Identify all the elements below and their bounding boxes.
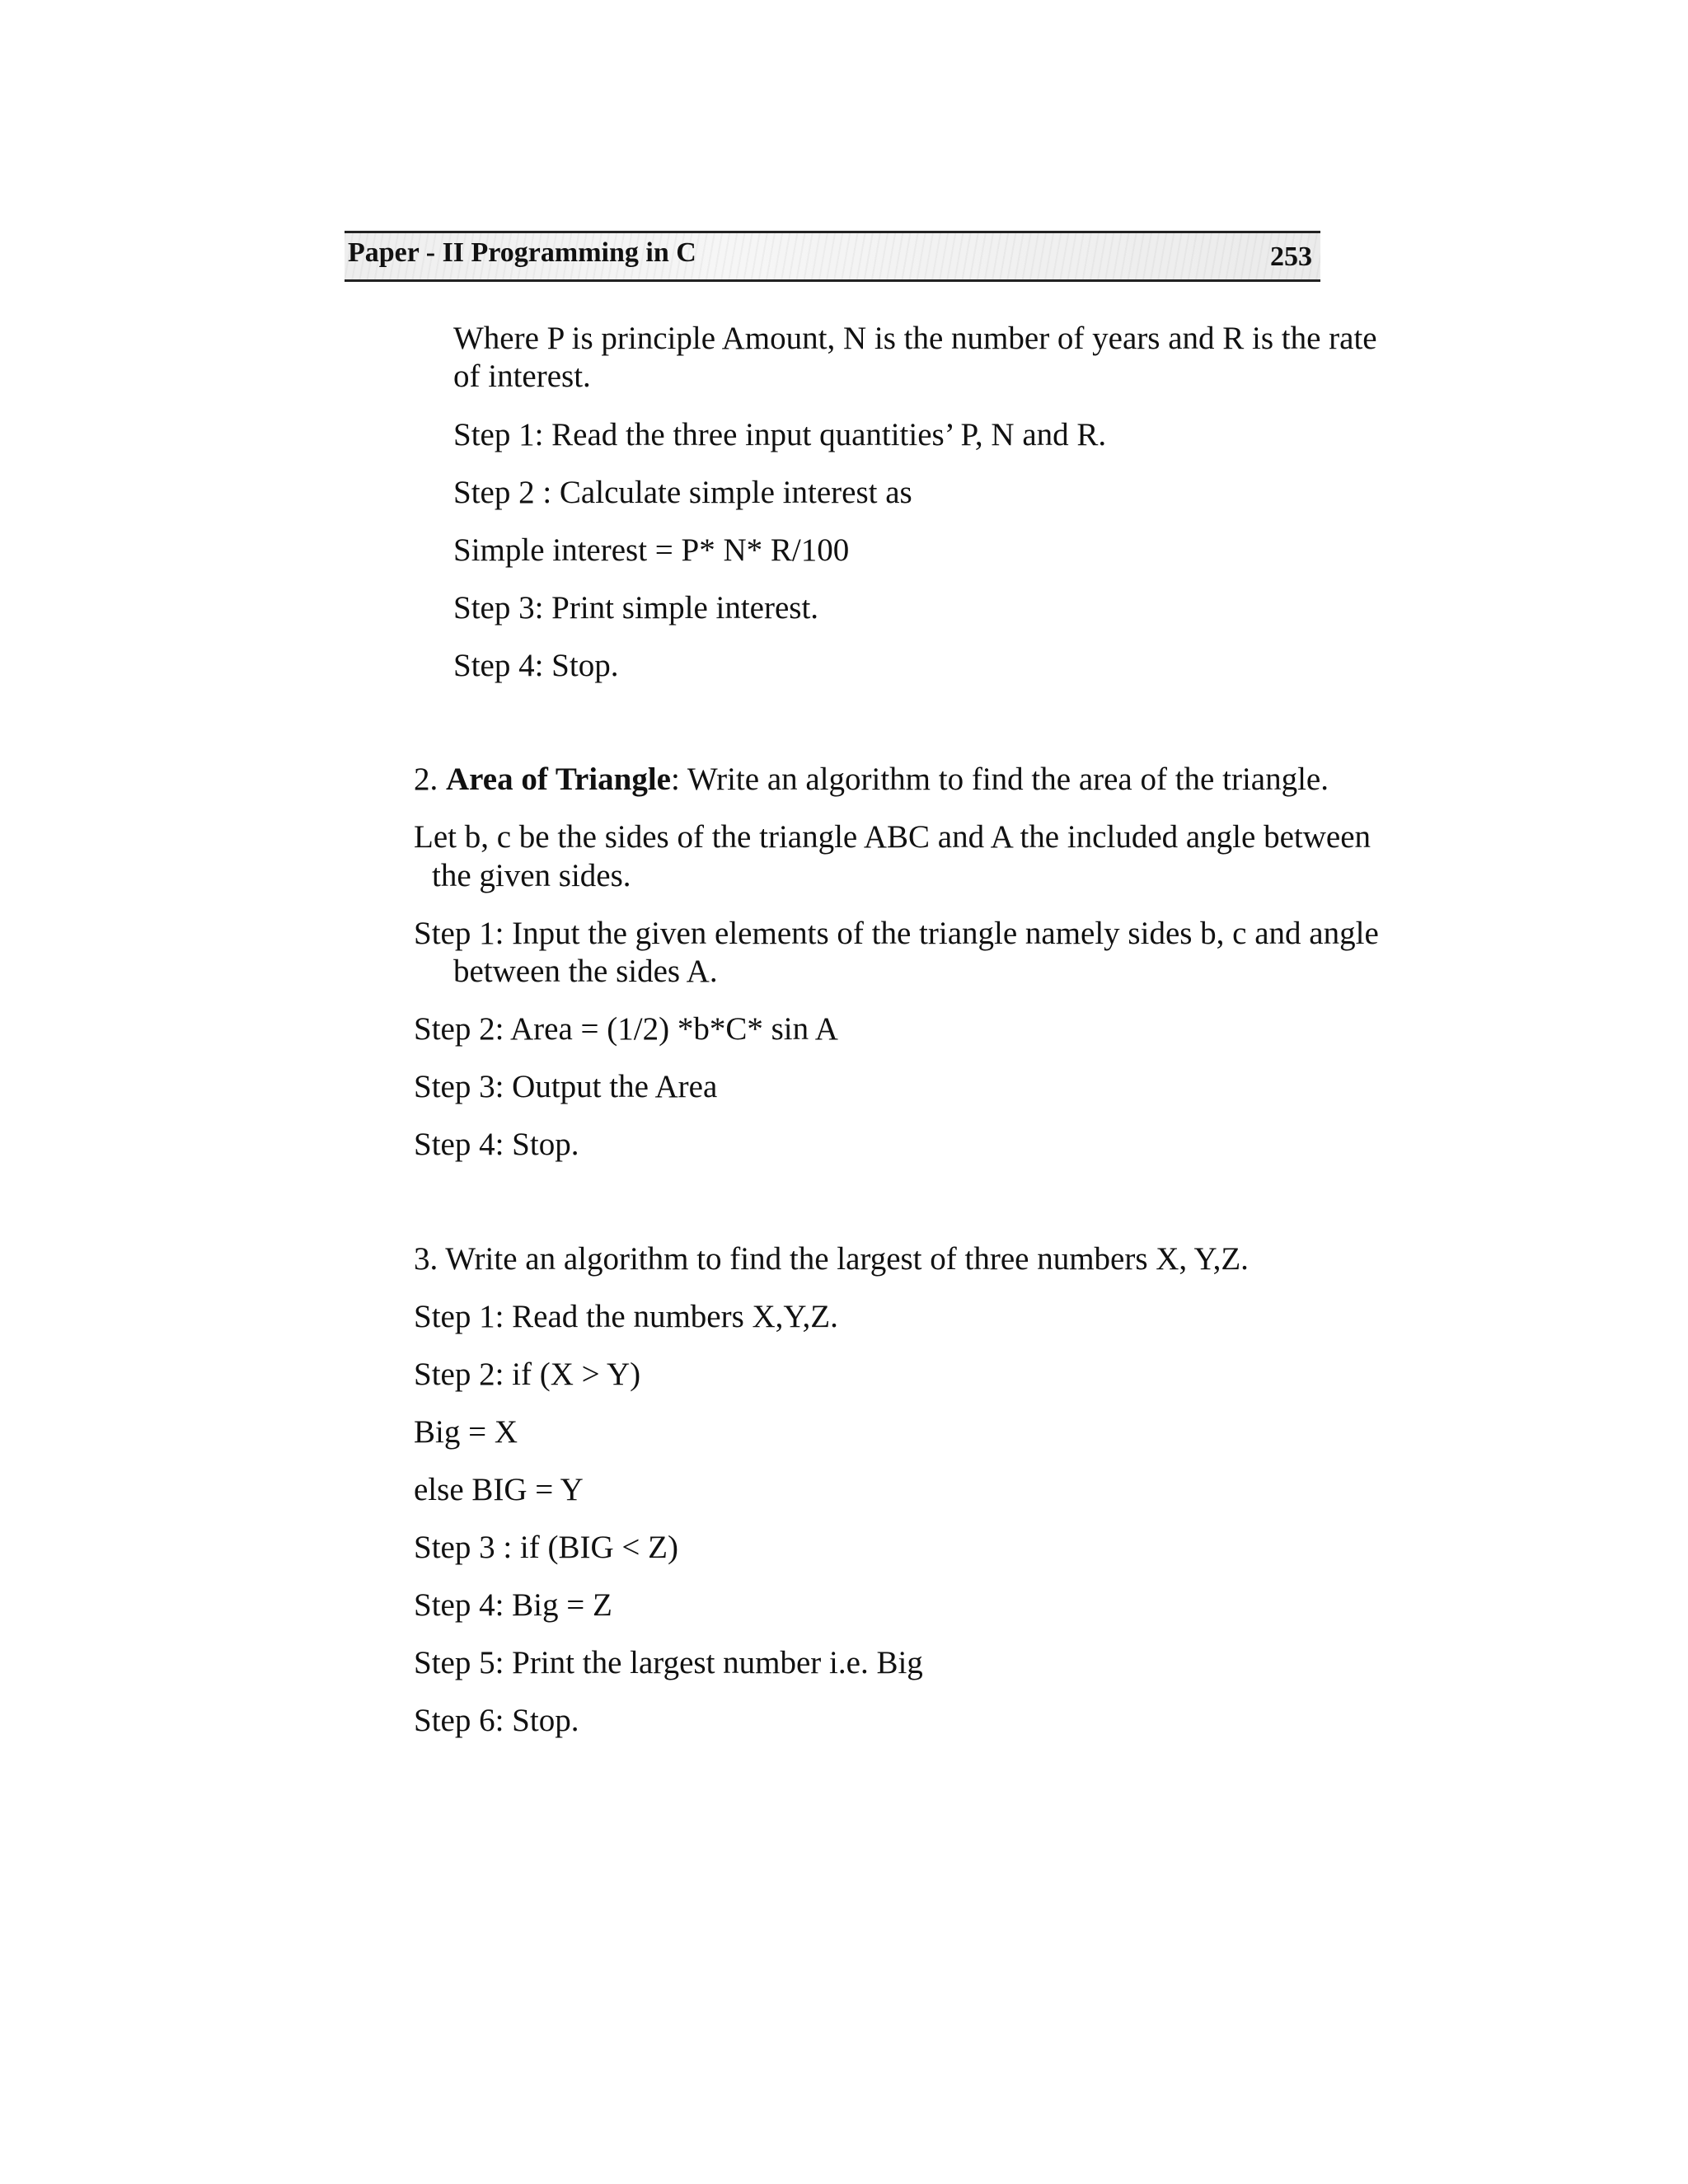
section3-else: else BIG = Y	[414, 1472, 584, 1507]
section3-step-1: Step 1: Read the numbers X,Y,Z.	[414, 1299, 838, 1334]
section2-line-1: Let b, c be the sides of the triangle ABC and A the included angle between	[414, 819, 1372, 855]
section1-line-1: Where P is principle Amount, N is the number of years and R is the rate	[453, 321, 1377, 356]
section3-step-3: Step 3 : if (BIG < Z)	[414, 1530, 678, 1565]
section2-step-2: Step 2: Area = (1/2) *b*C* sin A	[414, 1011, 838, 1047]
section2-heading-line	[414, 761, 1329, 799]
section3-big-x: Big = X	[414, 1414, 518, 1450]
section3-step-6: Step 6: Stop.	[414, 1703, 579, 1738]
section2-step-1: Step 1: Input the given elements of the triangle namely sides b, c and angle	[414, 916, 1379, 951]
section1-step-3: Step 3: Print simple interest.	[453, 590, 819, 626]
section2-step-3: Step 3: Output the Area	[414, 1069, 718, 1104]
section1-step-1: Step 1: Read the three input quantities’ P, N and R.	[453, 417, 1107, 452]
section2-step-4: Step 4: Stop.	[414, 1127, 579, 1162]
section3-heading: 3. Write an algorithm to find the largest of three numbers X, Y,Z.	[414, 1241, 1249, 1277]
page-header	[345, 231, 1320, 282]
section1-line-2: of interest.	[453, 359, 591, 394]
section2-line-2: the given sides.	[432, 858, 631, 893]
section2-heading-rest: : Write an algorithm to find the area of the triangle.	[670, 762, 1329, 797]
section1-formula: Simple interest = P* N* R/100	[453, 532, 850, 568]
section2-heading: Area of Triangle	[446, 762, 671, 797]
section2-step-1-cont: between the sides A.	[453, 954, 718, 989]
section1-step-2: Step 2 : Calculate simple interest as	[453, 475, 912, 510]
page-number: 253	[1270, 241, 1312, 272]
section3-step-2: Step 2: if (X > Y)	[414, 1357, 641, 1392]
header-title: Paper - II Programming in C	[348, 237, 696, 268]
section3-step-4: Step 4: Big = Z	[414, 1587, 612, 1623]
section1-step-4: Step 4: Stop.	[453, 648, 619, 683]
section2-number: 2.	[414, 762, 446, 797]
section3-step-5: Step 5: Print the largest number i.e. Big	[414, 1645, 923, 1680]
